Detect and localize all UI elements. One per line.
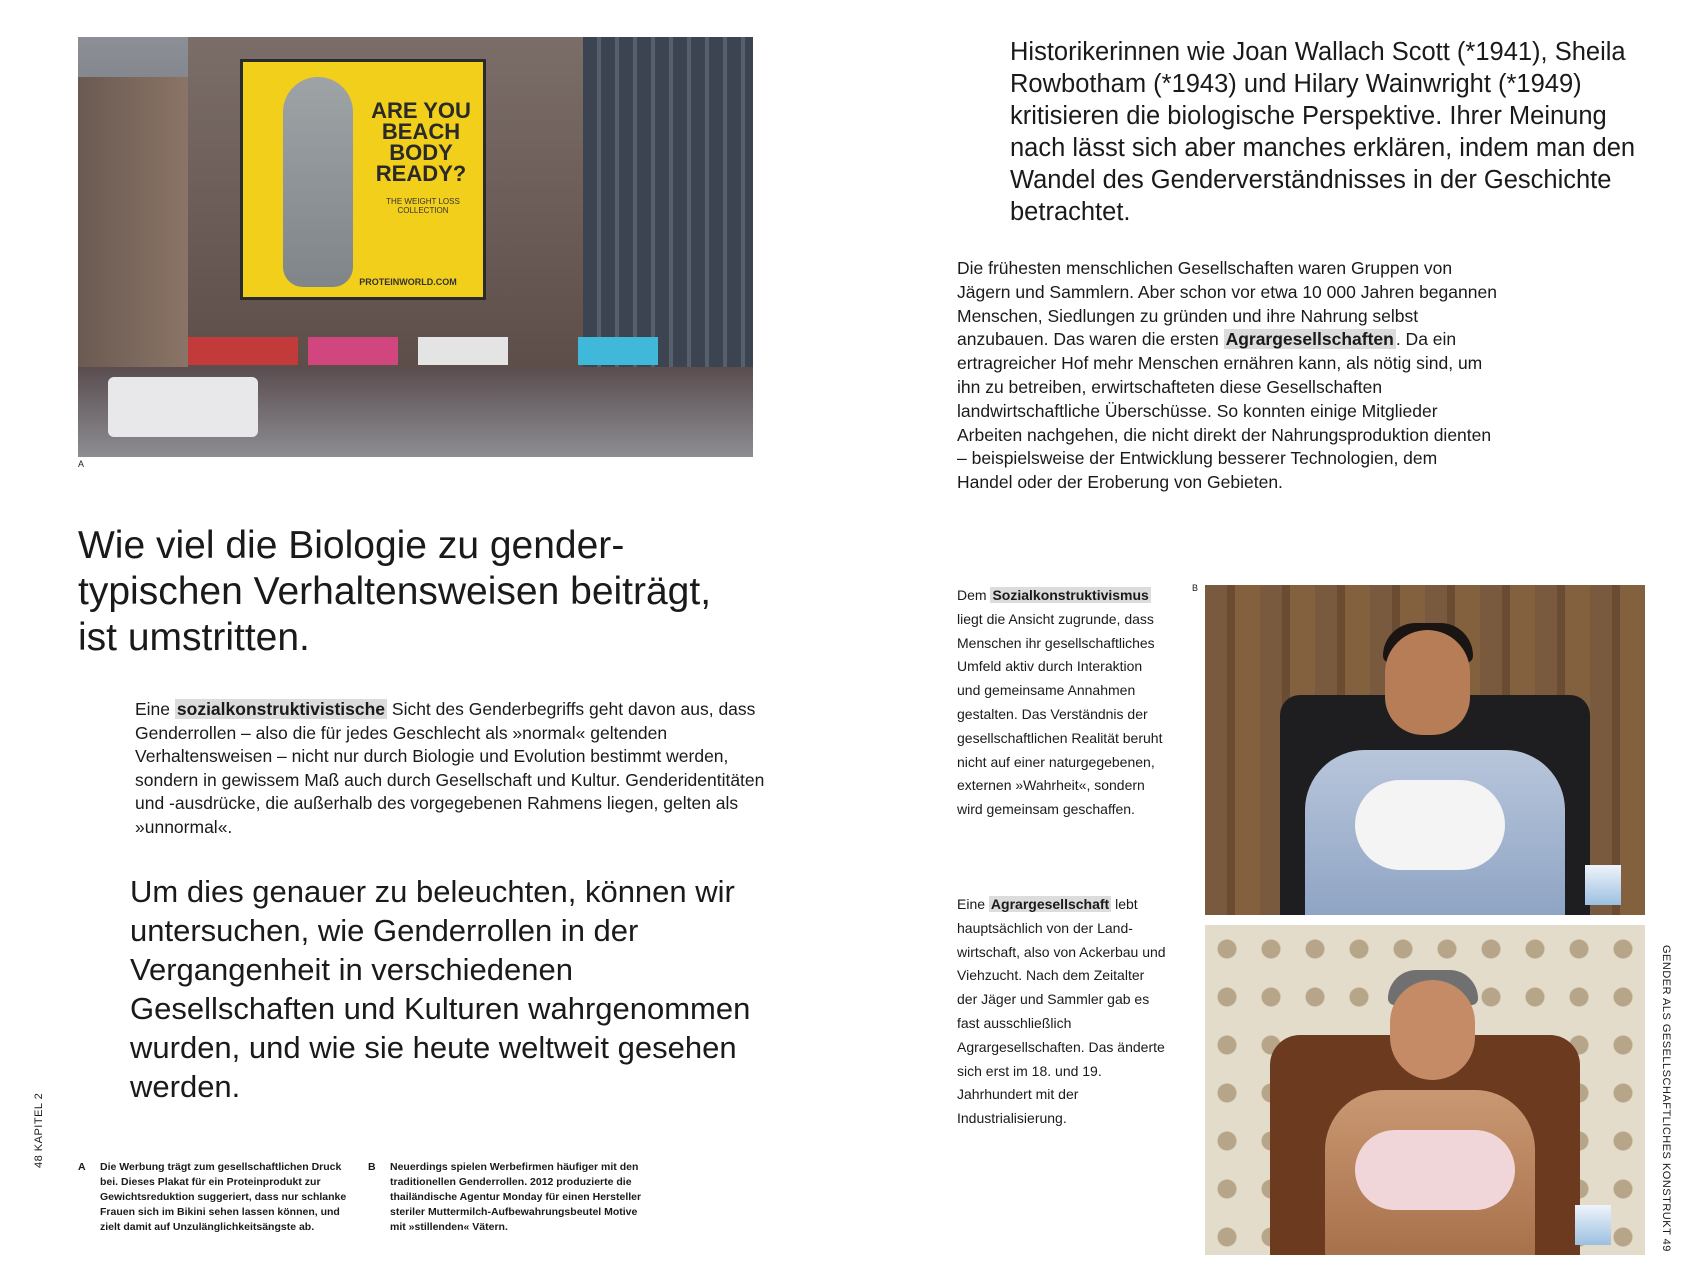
- body-paragraph: Die frühesten menschlichen Gesellschaften waren Gruppen von Jägern und Sammlern. Aber schon vor etwa 10 000 Jahren begannen Menschen, Siedlungen zu gründen und ihre Nahrung selbst anzubauen. Das waren die ersten Agrargesellschaften . Da ein ertragreicher Hof mehr Menschen ernähren kann, als nötig sind, um ihn zu betreiben, erwirtschafteten diese Gesellschaften landwirtschaftliche Überschüsse. So konnten einige Mitglieder Arbeiten nachgehen, die nicht direkt der Nahrungsproduktion dienten – beispielsweise der Entwicklung besserer Technologien, dem Handel oder der Eroberung von Gebieten.: [957, 258, 1497, 493]
- pull-quote: Historikerinnen wie Joan Wallach Scott (*1941), Sheila Rowbotham (*1943) und Hilary Wainwright (*1949) kritisieren die biologische Perspektive. Ihrer Meinung nach lässt sich aber manches erklären, indem man den Wandel des Genderverständnisses in der Geschichte betrachtet.: [1010, 38, 1636, 226]
- term-highlight: Sozialkonstruktivismus: [992, 587, 1149, 603]
- photo-young-father: [1205, 585, 1645, 915]
- sidebar-definition-sozialkonstruktivismus: Dem Sozialkonstruktivismus liegt die Ansicht zugrunde, dass Menschen ihr gesellschaftliches Umfeld aktiv durch Interaktion und gemeinsame Annahmen gestalten. Das Verständnis der gesellschaftlichen Realität beruht nicht auf einer naturgegebenen, externen »Wahrheit«, sondern wird gemeinsam geschaffen.: [957, 587, 1163, 818]
- photo-billboard: [78, 37, 753, 457]
- lead-paragraph: Um dies genauer zu beleuchten, können wir untersuchen, wie Genderrollen in der Vergangenheit in verschiedenen Gesellschaften und Kulturen wahrgenommen wurden, und wie sie heute weltweit gesehen werden.: [130, 874, 751, 1104]
- sidebar-definition-agrargesellschaft: Eine Agrargesellschaft lebt hauptsächlich von der Landwirtschaft, also von Ackerbau und Viehzucht. Nach dem Zeitalter der Jäger und Sammler gab es fast ausschließlich Agrargesellschaften. Das änderte sich erst im 18. und 19. Jahrhundert mit der Industrialisierung.: [957, 896, 1166, 1127]
- billboard-url: PROTEINWORLD.COM: [359, 277, 457, 287]
- term-highlight: sozialkonstruktivistische: [176, 699, 386, 719]
- term-highlight: Agrargesellschaft: [990, 896, 1110, 912]
- billboard-subline: THE WEIGHT LOSS COLLECTION: [386, 197, 460, 215]
- intro-paragraph: Eine sozialkonstruktivistische Sicht des Genderbegriffs geht davon aus, dass Genderrollen – also die für jedes Geschlecht als »normal« geltenden Verhaltensweisen – nicht nur durch Biologie und Evolution bestimmt werden, sondern in gewissem Maß auch durch Gesellschaft und Kultur. Genderidentitäten und -ausdrücke, die außerhalb des vorgegebenen Rahmens liegen, gelten als »unnormal«.: [135, 699, 765, 837]
- page-number-right: GENDER ALS GESELLSCHAFTLICHES KONSTRUKT 49: [1660, 945, 1672, 1252]
- headline: Wie viel die Biologie zu gendertypischen Verhaltensweisen beiträgt, ist umstritten.: [78, 524, 712, 659]
- photo-older-father: [1205, 925, 1645, 1255]
- billboard: [243, 62, 483, 297]
- page-number-left: 48 KAPITEL 2: [33, 1092, 45, 1168]
- photo-a-label: A: [78, 459, 85, 469]
- billboard-headline: ARE YOU BEACH BODY READY?: [371, 98, 471, 186]
- term-highlight: Agrargesellschaften: [1225, 329, 1394, 350]
- photo-b-label: B: [1192, 583, 1199, 593]
